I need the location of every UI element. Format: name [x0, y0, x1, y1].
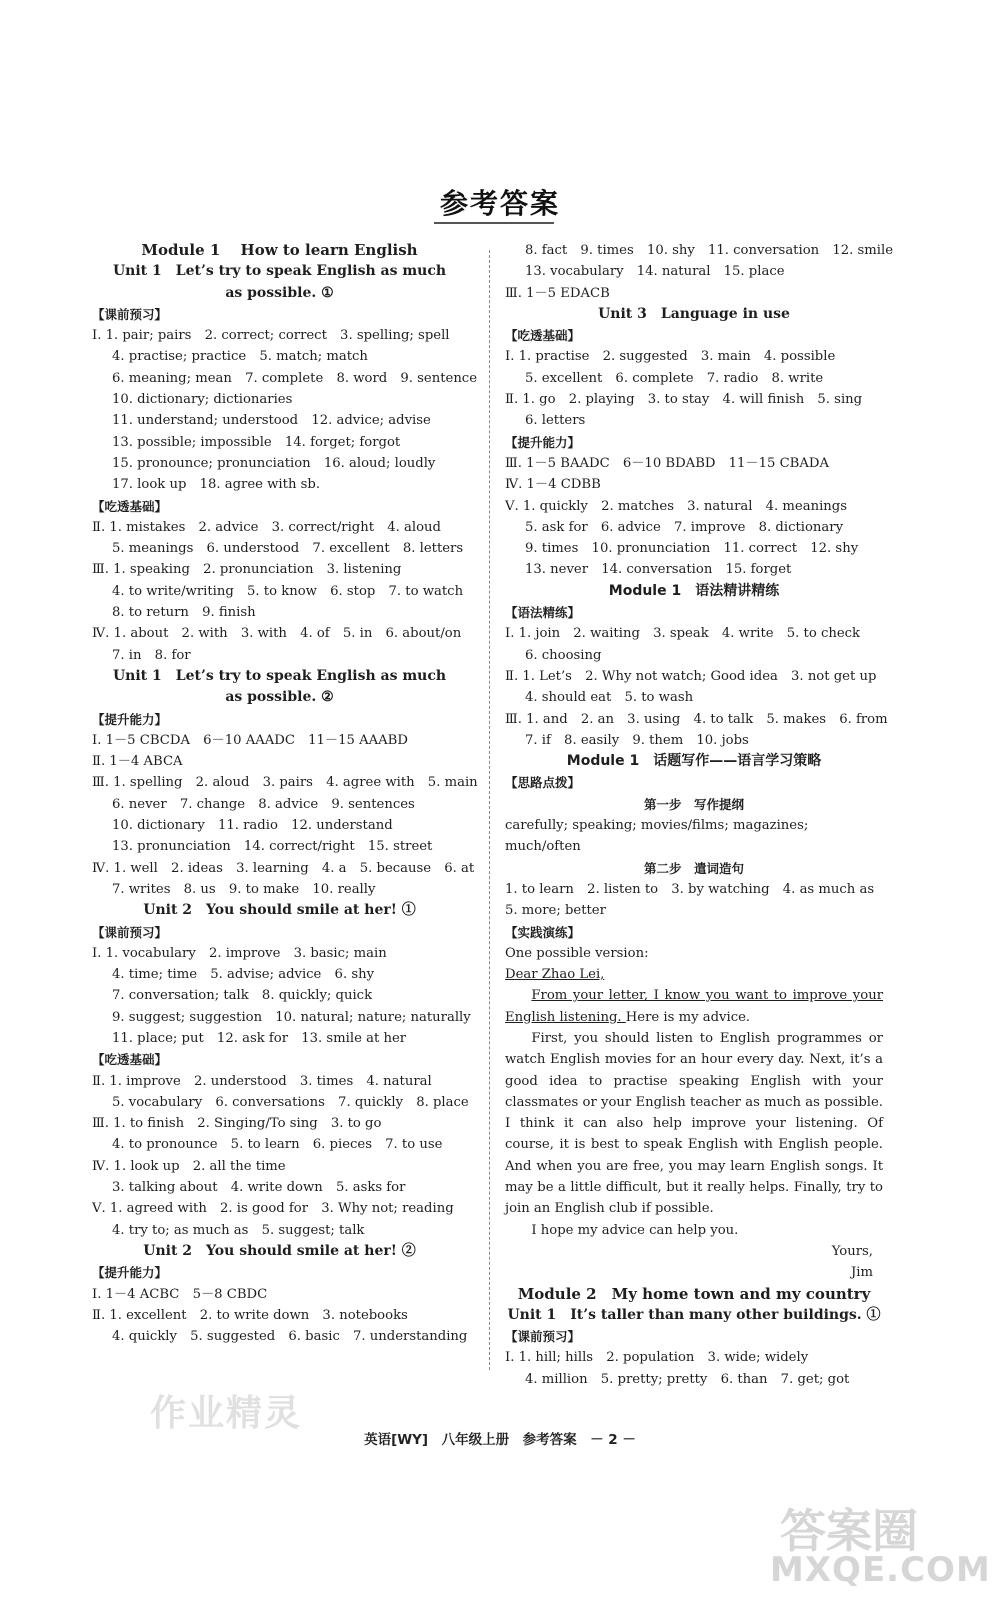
watermark-site: MXQE.COM	[770, 1550, 991, 1590]
answer-line: 9. times 10. pronunciation 11. correct 12. shy	[525, 541, 859, 557]
section-label: 【实践演练】	[505, 924, 581, 940]
answer-line: 5. meanings 6. understood 7. excellent 8. letters	[112, 541, 464, 557]
section-label: 【吃透基础】	[92, 1052, 168, 1068]
answer-line: 5. more; better	[505, 903, 606, 919]
answer-line: 10. dictionary; dictionaries	[112, 392, 293, 408]
section-label: 【吃透基础】	[505, 328, 581, 344]
answer-line: Ⅱ. 1. mistakes 2. advice 3. correct/right 4. aloud	[92, 519, 441, 535]
answer-line: 4. time; time 5. advise; advice 6. shy	[112, 967, 375, 983]
answer-line: Ⅴ. 1. quickly 2. matches 3. natural 4. meanings	[505, 498, 847, 514]
module-heading: Module 2 My home town and my country	[517, 1284, 871, 1303]
answer-line: 5. excellent 6. complete 7. radio 8. write	[525, 370, 824, 386]
answer-line: Ⅲ. 1－5 BAADC 6－10 BDABD 11－15 CBADA	[505, 455, 829, 471]
answer-line: Ⅳ. 1. about 2. with 3. with 4. of 5. in 6. about/on	[92, 626, 462, 642]
answer-line: 4. to write/writing 5. to know 6. stop 7. to watch	[112, 583, 464, 599]
section-label: 【语法精练】	[505, 605, 581, 621]
section-label: 【提升能力】	[92, 711, 168, 727]
section-label: 【思路点拨】	[505, 775, 581, 791]
section-label: 【吃透基础】	[92, 498, 168, 514]
answer-line: Ⅳ. 1－4 CDBB	[505, 477, 601, 493]
answer-line: Ⅰ. 1－5 CBCDA 6－10 AAADC 11－15 AAABD	[92, 732, 408, 748]
answer-line: 7. in 8. for	[112, 647, 191, 663]
section-label: 【课前预习】	[92, 924, 168, 940]
right-column	[505, 240, 893, 1390]
answer-line: 3. talking about 4. write down 5. asks for	[112, 1180, 406, 1196]
unit-heading: Unit 1 It’s taller than many other buildings. ①	[507, 1306, 881, 1323]
unit-heading: Unit 2 You should smile at her! ①	[143, 902, 416, 919]
answer-line: 13. never 14. conversation 15. forget	[525, 562, 792, 578]
answer-line: 8. to return 9. finish	[112, 605, 256, 621]
answer-line: 8. fact 9. times 10. shy 11. conversation 12. smile	[525, 243, 893, 258]
unit-heading: as possible. ②	[225, 689, 334, 706]
answer-line: Ⅰ. 1. join 2. waiting 3. speak 4. write 5. to check	[505, 626, 861, 642]
answer-line: 4. million 5. pretty; pretty 6. than 7. get; got	[525, 1371, 850, 1387]
answer-line: Ⅱ. 1. go 2. playing 3. to stay 4. will finish 5. sing	[505, 392, 863, 408]
answer-line: 4. practise; practice 5. match; match	[112, 349, 368, 365]
answer-line: much/often	[505, 839, 581, 855]
answer-line: 17. look up 18. agree with sb.	[112, 477, 321, 493]
letter-paragraph: First, you should listen to English programmes or watch English movies for an hour every day. Next, it’s a good idea to practise speaking English with your classmates or your English teacher as much as possible. I think it can also help improve your listening. Of course, it is best to speak English with English people. And when you are free, you may learn English songs. It may be a little difficult, but it really helps. Finally, try to join an English club if possible.	[505, 1030, 883, 1217]
section-label: 【提升能力】	[505, 434, 581, 450]
section-label: 【课前预习】	[505, 1329, 581, 1345]
answer-line: carefully; speaking; movies/films; magazines;	[505, 818, 809, 834]
answer-line: Ⅱ. 1－4 ABCA	[92, 754, 183, 770]
answer-line: Ⅰ. 1. vocabulary 2. improve 3. basic; main	[92, 945, 387, 961]
answer-line: 7. conversation; talk 8. quickly; quick	[112, 988, 373, 1004]
answer-line: 7. if 8. easily 9. them 10. jobs	[525, 732, 749, 748]
answer-line: 6. choosing	[525, 647, 602, 663]
answer-line: Ⅰ. 1. pair; pairs 2. correct; correct 3. spelling; spell	[92, 328, 450, 344]
answer-line: 11. place; put 12. ask for 13. smile at her	[112, 1030, 407, 1046]
answer-line: Ⅰ. 1. practise 2. suggested 3. main 4. possible	[505, 349, 836, 365]
answer-line: 4. to pronounce 5. to learn 6. pieces 7. to use	[112, 1137, 443, 1153]
left-column	[92, 240, 478, 1347]
answer-line: Ⅴ. 1. agreed with 2. is good for 3. Why not; reading	[92, 1201, 454, 1217]
module-heading: Module 1 How to learn English	[141, 241, 418, 259]
answer-line: 6. meaning; mean 7. complete 8. word 9. sentence	[112, 370, 477, 386]
unit-heading: Unit 1 Let’s try to speak English as much	[112, 667, 447, 684]
answer-line: 6. never 7. change 8. advice 9. sentences	[112, 796, 415, 812]
letter-signoff: Jim	[850, 1265, 873, 1281]
answer-line: 13. pronunciation 14. correct/right 15. street	[112, 839, 433, 855]
answer-line: Ⅰ. 1. hill; hills 2. population 3. wide; widely	[505, 1350, 809, 1366]
answer-line: 5. vocabulary 6. conversations 7. quickly 8. place	[112, 1094, 469, 1110]
section-label: 【课前预习】	[92, 306, 168, 322]
letter-signoff: Yours,	[831, 1243, 873, 1259]
module-section-heading: Module 1 话题写作——语言学习策略	[566, 753, 822, 770]
answer-line: 10. dictionary 11. radio 12. understand	[112, 818, 393, 834]
answer-line: Ⅳ. 1. look up 2. all the time	[92, 1158, 286, 1174]
answer-line: 1. to learn 2. listen to 3. by watching 4. as much as	[505, 881, 875, 897]
answer-line: 4. should eat 5. to wash	[525, 690, 694, 706]
page-title: 参考答案	[439, 187, 560, 220]
module-section-heading: Module 1 语法精讲精练	[608, 582, 780, 599]
title-underline	[434, 222, 554, 236]
section-label: 【提升能力】	[92, 1265, 168, 1281]
answer-line: Ⅰ. 1－4 ACBC 5－8 CBDC	[92, 1286, 268, 1302]
column-divider	[489, 250, 490, 1370]
answer-line: Ⅲ. 1. and 2. an 3. using 4. to talk 5. makes 6. from	[505, 711, 888, 727]
answer-line: 15. pronounce; pronunciation 16. aloud; loudly	[112, 455, 436, 471]
step-heading: 第一步 写作提纲	[643, 796, 744, 812]
unit-heading: Unit 1 Let’s try to speak English as much	[112, 263, 447, 280]
answer-line: 13. possible; impossible 14. forget; forgot	[112, 434, 401, 450]
answer-line: 5. ask for 6. advice 7. improve 8. dictionary	[525, 519, 844, 535]
unit-heading: Unit 2 You should smile at her! ②	[143, 1242, 416, 1259]
letter-paragraph: I hope my advice can help you.	[531, 1222, 739, 1238]
answer-line: 4. quickly 5. suggested 6. basic 7. understanding	[112, 1329, 468, 1345]
unit-heading: as possible. ①	[225, 284, 334, 301]
answer-line: 7. writes 8. us 9. to make 10. really	[112, 881, 376, 897]
step-heading: 第二步 遣词造句	[643, 860, 744, 876]
answer-line: Ⅱ. 1. Let’s 2. Why not watch; Good idea 3. not get up	[505, 668, 877, 684]
answer-line: 13. vocabulary 14. natural 15. place	[525, 264, 785, 280]
answer-line: 4. try to; as much as 5. suggest; talk	[112, 1222, 365, 1238]
answer-line: 11. understand; understood 12. advice; advise	[112, 413, 431, 429]
answer-line: 6. letters	[525, 413, 586, 429]
watermark-logo: 答案圈	[780, 1504, 918, 1558]
answer-line: Ⅱ. 1. improve 2. understood 3. times 4. natural	[92, 1073, 432, 1089]
watermark-bottom-left: 作业精灵	[150, 1393, 303, 1434]
page-footer: 英语[WY] 八年级上册 参考答案 － 2 －	[364, 1432, 636, 1448]
answer-line: Ⅲ. 1. to finish 2. Singing/To sing 3. to go	[92, 1116, 382, 1132]
unit-heading: Unit 3 Language in use	[598, 305, 790, 322]
answer-line: Ⅲ. 1－5 EDACB	[505, 285, 610, 301]
answer-line: One possible version:	[505, 945, 649, 961]
letter-paragraph: From your letter, I know you want to improve your English listening. Here is my advice.	[505, 988, 883, 1025]
answer-line: Ⅲ. 1. spelling 2. aloud 3. pairs 4. agree with 5. main	[92, 775, 478, 791]
answer-line: Ⅱ. 1. excellent 2. to write down 3. notebooks	[92, 1307, 408, 1323]
answer-line: Ⅲ. 1. speaking 2. pronunciation 3. listening	[92, 562, 402, 578]
answer-line: Ⅳ. 1. well 2. ideas 3. learning 4. a 5. because 6. at	[92, 860, 475, 876]
letter-salutation: Dear Zhao Lei,	[505, 967, 605, 983]
answer-line: 9. suggest; suggestion 10. natural; nature; naturally	[112, 1009, 471, 1025]
